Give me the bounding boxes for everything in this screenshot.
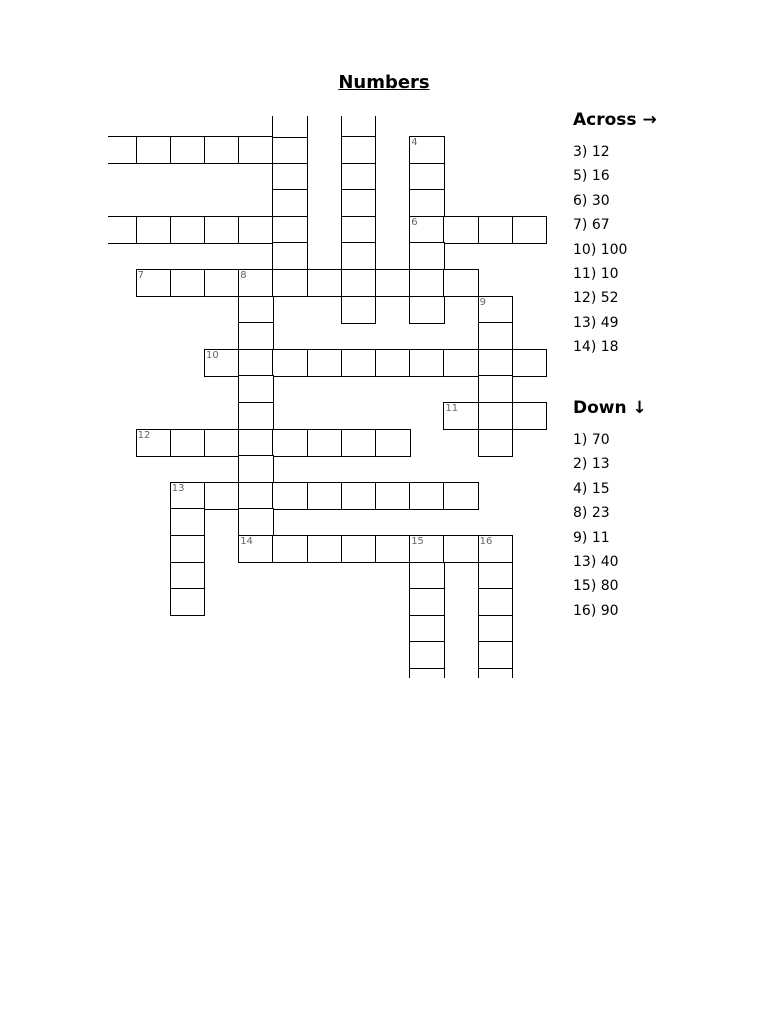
grid-cell[interactable] (170, 269, 206, 297)
clue-number: 11 (445, 403, 459, 414)
grid-cell[interactable] (238, 216, 274, 244)
grid-cell[interactable] (409, 615, 445, 643)
down-clue: 2) 13 (573, 456, 610, 473)
grid-cell[interactable] (272, 482, 308, 510)
grid-cell[interactable] (204, 429, 240, 457)
grid-cell[interactable] (478, 296, 514, 324)
grid-cell[interactable] (375, 429, 411, 457)
grid-cell[interactable] (478, 615, 514, 643)
grid-cell[interactable] (272, 116, 308, 138)
grid-cell[interactable] (375, 349, 411, 377)
down-clue: 16) 90 (573, 602, 619, 619)
across-clue: 5) 16 (573, 168, 610, 185)
grid-cell[interactable] (272, 349, 308, 377)
clue-number: 8 (240, 270, 247, 281)
grid-cell[interactable] (341, 116, 377, 138)
grid-cell[interactable] (409, 562, 445, 590)
grid-cell[interactable] (409, 349, 445, 377)
grid-cell[interactable] (272, 189, 308, 217)
grid-cell[interactable] (272, 136, 308, 164)
grid-cell[interactable] (307, 429, 343, 457)
grid-cell[interactable] (443, 216, 479, 244)
grid-cell[interactable] (478, 641, 514, 669)
grid-cell[interactable] (170, 588, 206, 616)
grid-cell[interactable] (341, 482, 377, 510)
grid-cell[interactable] (136, 136, 172, 164)
grid-cell[interactable] (238, 508, 274, 536)
grid-cell[interactable] (443, 349, 479, 377)
across-clue: 7) 67 (573, 217, 610, 234)
grid-cell[interactable] (238, 402, 274, 430)
clue-number: 4 (411, 137, 418, 148)
across-clue: 13) 49 (573, 314, 619, 331)
grid-cell[interactable] (512, 402, 548, 430)
down-clue: 13) 40 (573, 553, 619, 570)
grid-cell[interactable] (238, 296, 274, 324)
grid-cell[interactable] (307, 535, 343, 563)
grid-cell[interactable] (170, 535, 206, 563)
grid-cell[interactable] (443, 482, 479, 510)
grid-cell[interactable] (409, 216, 445, 244)
grid-cell[interactable] (478, 402, 514, 430)
grid-cell[interactable] (272, 242, 308, 270)
grid-cell[interactable] (272, 269, 308, 297)
across-clue: 11) 10 (573, 265, 619, 282)
grid-cell[interactable] (341, 242, 377, 270)
grid-cell[interactable] (341, 535, 377, 563)
grid-cell[interactable] (272, 163, 308, 191)
grid-cell[interactable] (108, 136, 137, 164)
grid-cell[interactable] (409, 668, 445, 678)
grid-cell[interactable] (204, 349, 240, 377)
across-clues (573, 110, 657, 360)
grid-cell[interactable] (478, 562, 514, 590)
grid-cell[interactable] (512, 349, 548, 377)
puzzle-title: Numbers (338, 72, 430, 93)
grid-cell[interactable] (136, 429, 172, 457)
grid-cell[interactable] (238, 349, 274, 377)
across-heading: Across → (573, 110, 657, 130)
grid-cell[interactable] (409, 269, 445, 297)
grid-cell[interactable] (204, 136, 240, 164)
grid-cell[interactable] (272, 535, 308, 563)
down-clue: 1) 70 (573, 432, 610, 448)
down-clue: 9) 11 (573, 529, 610, 546)
grid-cell[interactable] (478, 535, 514, 563)
grid-cell[interactable] (170, 482, 206, 510)
down-clue: 4) 15 (573, 480, 610, 497)
clue-number: 14 (240, 536, 253, 547)
grid-cell[interactable] (341, 189, 377, 217)
clue-number: 13 (171, 482, 185, 494)
across-clue: 14) 18 (573, 339, 619, 356)
grid-cell[interactable] (478, 216, 514, 244)
grid-cell[interactable] (204, 482, 240, 510)
grid-cell[interactable] (409, 242, 445, 270)
grid-cell[interactable] (204, 269, 240, 297)
clue-number: 9 (479, 296, 486, 308)
grid-cell[interactable] (443, 269, 479, 297)
clue-number: 12 (137, 429, 151, 441)
grid-cell[interactable] (238, 535, 274, 563)
grid-cell[interactable] (512, 216, 548, 244)
grid-cell[interactable] (341, 163, 377, 191)
grid-cell[interactable] (409, 163, 445, 191)
grid-cell[interactable] (478, 668, 514, 678)
grid-cell[interactable] (341, 349, 377, 377)
across-clue: 3) 12 (573, 144, 610, 160)
down-clue-list (573, 428, 647, 623)
grid-cell[interactable] (409, 641, 445, 669)
down-clues (573, 398, 647, 623)
down-clue: 8) 23 (573, 505, 610, 522)
grid-cell[interactable] (238, 375, 274, 403)
grid-cell[interactable] (238, 322, 274, 350)
grid-cell[interactable] (409, 588, 445, 616)
grid-cell[interactable] (108, 216, 137, 244)
clue-number: 10 (206, 349, 219, 361)
clue-number: 15 (411, 536, 424, 547)
grid-cell[interactable] (341, 429, 377, 457)
grid-cell[interactable] (238, 429, 274, 457)
grid-cell[interactable] (238, 455, 274, 483)
grid-cell[interactable] (238, 482, 274, 510)
grid-cell[interactable] (375, 269, 411, 297)
clue-number: 7 (137, 270, 144, 281)
grid-cell[interactable] (170, 216, 206, 244)
grid-cell[interactable] (272, 216, 308, 244)
grid-cell[interactable] (478, 322, 514, 350)
grid-cell[interactable] (443, 535, 479, 563)
grid-cell[interactable] (409, 189, 445, 217)
clue-number: 6 (411, 216, 418, 228)
grid-cell[interactable] (272, 429, 308, 457)
grid-cell[interactable] (136, 216, 172, 244)
across-clue: 12) 52 (573, 290, 619, 307)
grid-cell[interactable] (409, 136, 445, 164)
grid-cell[interactable] (478, 375, 514, 403)
grid-cell[interactable] (307, 269, 343, 297)
grid-cell[interactable] (341, 136, 377, 164)
grid-cell[interactable] (170, 508, 206, 536)
grid-cell[interactable] (341, 269, 377, 297)
grid-cell[interactable] (478, 588, 514, 616)
grid-cell[interactable] (341, 216, 377, 244)
grid-cell[interactable] (478, 349, 514, 377)
down-clue: 15) 80 (573, 578, 619, 595)
grid-cell[interactable] (307, 482, 343, 510)
clue-number: 16 (479, 536, 493, 547)
grid-cell[interactable] (170, 136, 206, 164)
grid-cell[interactable] (238, 269, 274, 297)
grid-cell[interactable] (375, 482, 411, 510)
down-heading: Down ↓ (573, 398, 647, 418)
grid-cell[interactable] (170, 562, 206, 590)
across-clue: 10) 100 (573, 241, 628, 258)
grid-cell[interactable] (341, 296, 377, 324)
grid-cell[interactable] (409, 482, 445, 510)
across-clue-list (573, 140, 657, 360)
grid-cell[interactable] (375, 535, 411, 563)
grid-cell[interactable] (136, 269, 172, 297)
grid-cell[interactable] (204, 216, 240, 244)
grid-cell[interactable] (170, 429, 206, 457)
grid-cell[interactable] (409, 535, 445, 563)
across-clue: 6) 30 (573, 192, 610, 209)
grid-cell[interactable] (238, 136, 274, 164)
grid-cell[interactable] (409, 296, 445, 324)
grid-cell[interactable] (307, 349, 343, 377)
grid-cell[interactable] (443, 402, 479, 430)
grid-cell[interactable] (478, 429, 514, 457)
